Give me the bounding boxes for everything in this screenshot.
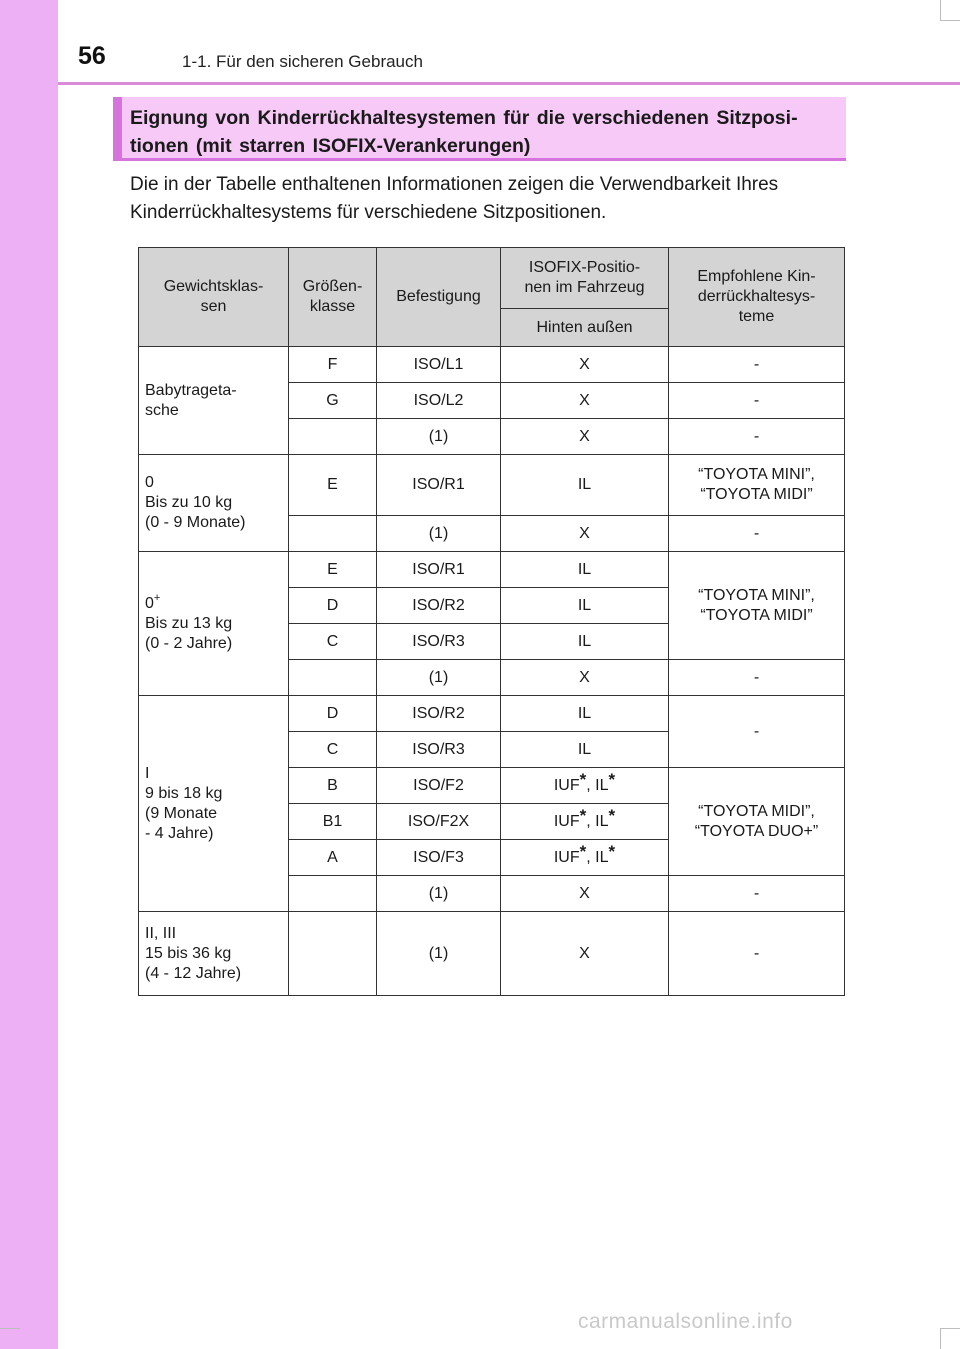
fixture-cell: ISO/F2 <box>377 768 501 804</box>
position-cell <box>501 768 669 804</box>
fixture-cell: ISO/F3 <box>377 840 501 876</box>
position-text: , IL <box>586 848 609 866</box>
position-cell: X <box>501 419 669 455</box>
header-recommended-line-1: Empfohlene Kin- <box>697 268 816 285</box>
size-class-cell: D <box>289 696 377 732</box>
position-cell: IL <box>501 732 669 768</box>
size-class-cell: B1 <box>289 804 377 840</box>
table-header-row <box>139 248 845 309</box>
crop-mark <box>940 20 960 21</box>
fixture-cell: ISO/R3 <box>377 624 501 660</box>
position-cell: X <box>501 660 669 696</box>
side-color-band <box>0 0 58 1349</box>
recommended-cell: - <box>669 696 845 768</box>
fixture-cell: ISO/L1 <box>377 347 501 383</box>
crop-mark <box>940 1328 941 1349</box>
recommended-text: “TOYOTA MINI”, <box>698 586 815 604</box>
chapter-title: 1-1. Für den sicheren Gebrauch <box>182 52 423 71</box>
weight-class-group-0-plus <box>139 552 289 696</box>
recommended-cell <box>669 768 845 876</box>
fixture-cell: ISO/R2 <box>377 696 501 732</box>
recommended-text: “TOYOTA MINI”, <box>698 466 815 483</box>
size-class-cell <box>289 912 377 996</box>
footnote-asterisk: * <box>579 769 587 789</box>
recommended-text: “TOYOTA DUO+” <box>694 822 819 840</box>
weight-class-text: (4 - 12 Jahre) <box>145 964 242 982</box>
intro-paragraph <box>130 171 846 227</box>
header-isofix-positions <box>501 248 669 309</box>
size-class-cell: D <box>289 588 377 624</box>
watermark: carmanualsonline.info <box>578 1310 793 1333</box>
group-number: 0 <box>145 594 154 612</box>
header-size-class-line-2: klasse <box>309 298 356 315</box>
fixture-cell: (1) <box>377 516 501 552</box>
weight-class-text: 15 bis 36 kg <box>145 944 232 962</box>
header-size-class <box>289 248 377 347</box>
size-class-cell: E <box>289 552 377 588</box>
footnote-asterisk: * <box>579 841 587 861</box>
fixture-cell: (1) <box>377 876 501 912</box>
recommended-cell: - <box>669 876 845 912</box>
crop-mark <box>0 1328 20 1329</box>
section-heading <box>113 97 846 161</box>
header-rear-outboard: Hinten außen <box>501 309 669 347</box>
size-class-cell <box>289 419 377 455</box>
weight-class-text: Bis zu 13 kg <box>145 614 233 632</box>
position-cell: IL <box>501 588 669 624</box>
weight-class-text: - 4 Jahre) <box>145 824 214 842</box>
position-cell: IL <box>501 552 669 588</box>
header-recommended-systems <box>669 248 845 347</box>
weight-class-group-1 <box>139 696 289 912</box>
recommended-cell <box>669 552 845 660</box>
fixture-cell: ISO/R1 <box>377 455 501 516</box>
recommended-cell: - <box>669 383 845 419</box>
table-row <box>139 455 845 516</box>
size-class-cell <box>289 516 377 552</box>
fixture-cell: (1) <box>377 912 501 996</box>
position-cell: IL <box>501 696 669 732</box>
header-isofix-positions-line-1: ISOFIX-Positio- <box>528 259 641 276</box>
weight-class-text: sche <box>145 401 179 419</box>
weight-class-text: II, III <box>145 924 177 942</box>
footnote-asterisk: * <box>608 805 616 825</box>
position-cell <box>501 804 669 840</box>
header-recommended-line-2: derrückhaltesys- <box>697 288 816 305</box>
weight-class-group-0 <box>139 455 289 552</box>
size-class-cell: B <box>289 768 377 804</box>
table-row <box>139 347 845 383</box>
fixture-cell: (1) <box>377 660 501 696</box>
recommended-cell <box>669 455 845 516</box>
recommended-cell: - <box>669 516 845 552</box>
size-class-cell: F <box>289 347 377 383</box>
weight-class-text: (0 - 9 Monate) <box>145 514 246 531</box>
header-isofix-positions-line-2: nen im Fahrzeug <box>524 279 645 296</box>
header-weight-class-line-1: Gewichtsklas- <box>163 278 264 295</box>
fixture-cell: ISO/R1 <box>377 552 501 588</box>
size-class-cell <box>289 876 377 912</box>
position-cell: X <box>501 347 669 383</box>
weight-class-text: 0 <box>145 474 154 491</box>
intro-line-2: Kinderrückhaltesystems für verschiedene Sitzpositionen. <box>130 202 607 223</box>
header-weight-class <box>139 248 289 347</box>
page-number: 56 <box>78 42 106 70</box>
position-cell: IL <box>501 624 669 660</box>
fixture-cell: ISO/L2 <box>377 383 501 419</box>
position-text: , IL <box>586 776 609 794</box>
weight-class-text: I <box>145 764 150 782</box>
intro-line-1: Die in der Tabelle enthaltenen Informationen zeigen die Verwendbarkeit Ihres <box>130 174 779 195</box>
position-cell: X <box>501 876 669 912</box>
weight-class-text: (0 - 2 Jahre) <box>145 634 233 652</box>
weight-class-text: Babytrageta- <box>145 381 237 399</box>
weight-class-text: Bis zu 10 kg <box>145 494 233 511</box>
header-rule <box>58 82 960 85</box>
table-row <box>139 912 845 996</box>
footnote-asterisk: * <box>608 769 616 789</box>
position-text: IUF <box>553 776 580 794</box>
isofix-suitability-table <box>138 247 845 996</box>
size-class-cell: E <box>289 455 377 516</box>
position-text: IUF <box>553 848 580 866</box>
footnote-asterisk: * <box>579 805 587 825</box>
recommended-cell: - <box>669 419 845 455</box>
header-recommended-line-3: teme <box>738 308 775 325</box>
recommended-text: “TOYOTA MIDI” <box>700 486 813 503</box>
position-cell: X <box>501 912 669 996</box>
recommended-cell: - <box>669 347 845 383</box>
table-row <box>139 552 845 588</box>
recommended-cell: - <box>669 912 845 996</box>
size-class-cell: A <box>289 840 377 876</box>
size-class-cell: C <box>289 624 377 660</box>
weight-class-text <box>145 591 284 614</box>
fixture-cell: ISO/F2X <box>377 804 501 840</box>
position-cell <box>501 840 669 876</box>
superscript-plus: + <box>153 591 161 604</box>
weight-class-group-2-3 <box>139 912 289 996</box>
fixture-cell: ISO/R2 <box>377 588 501 624</box>
position-cell: X <box>501 383 669 419</box>
section-heading-line-1: Eignung von Kinderrückhaltesystemen für die verschiedenen Sitzposi- <box>130 107 798 129</box>
fixture-cell: ISO/R3 <box>377 732 501 768</box>
weight-class-text: (9 Monate <box>145 804 218 822</box>
position-cell: X <box>501 516 669 552</box>
crop-mark <box>940 1328 960 1329</box>
table-row <box>139 696 845 732</box>
header-weight-class-line-2: sen <box>200 298 227 315</box>
section-heading-line-2: tionen (mit starren ISOFIX-Verankerungen) <box>130 135 531 157</box>
header-fixture: Befestigung <box>377 248 501 347</box>
size-class-cell: G <box>289 383 377 419</box>
weight-class-carrycot <box>139 347 289 455</box>
footnote-asterisk: * <box>608 841 616 861</box>
size-class-cell: C <box>289 732 377 768</box>
header-size-class-line-1: Größen- <box>302 278 363 295</box>
recommended-text: “TOYOTA MIDI” <box>700 606 813 624</box>
position-text: IUF <box>553 812 580 830</box>
fixture-cell: (1) <box>377 419 501 455</box>
weight-class-text: 9 bis 18 kg <box>145 784 223 802</box>
size-class-cell <box>289 660 377 696</box>
recommended-text: “TOYOTA MIDI”, <box>698 802 815 820</box>
position-text: , IL <box>586 812 609 830</box>
crop-mark <box>940 0 941 20</box>
position-cell: IL <box>501 455 669 516</box>
recommended-cell: - <box>669 660 845 696</box>
